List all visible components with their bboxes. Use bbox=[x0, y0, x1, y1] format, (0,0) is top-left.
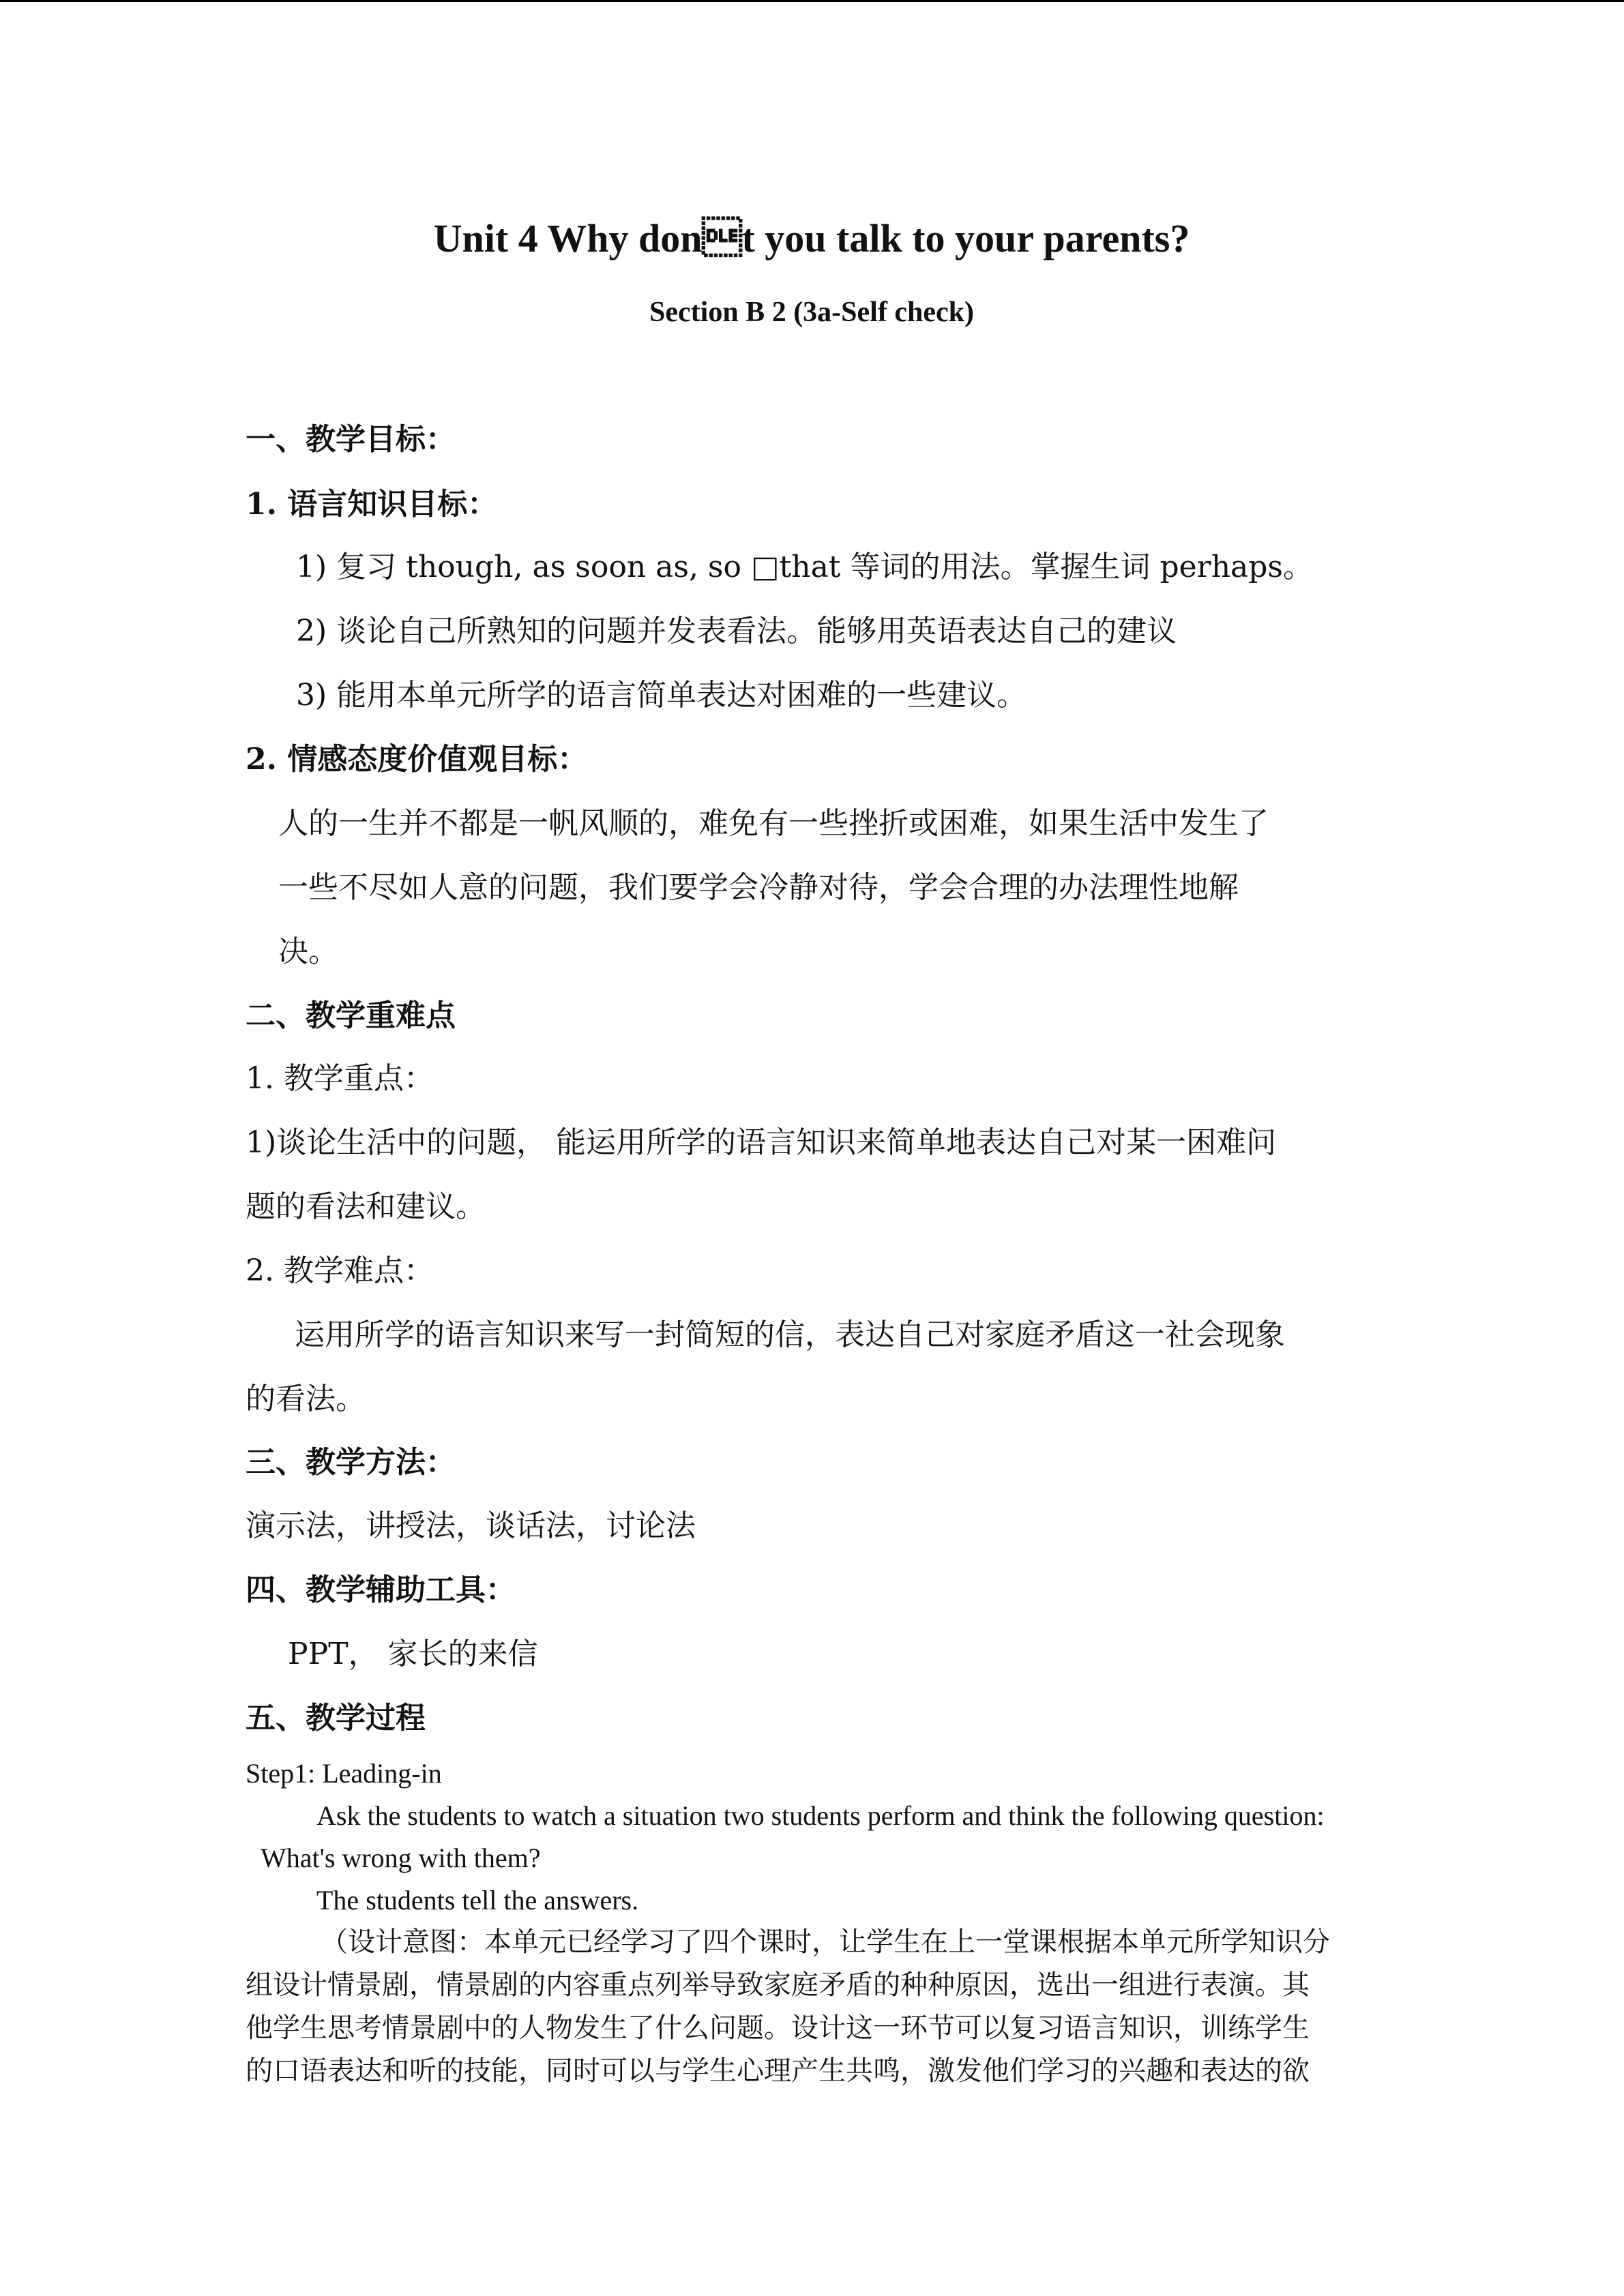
key-point-line: 题的看法和建议。 bbox=[246, 1189, 486, 1224]
step1-line: What's wrong with them? bbox=[261, 1843, 541, 1873]
values-paragraph-line: 人的一生并不都是一帆风顺的，难免有一些挫折或困难，如果生活中发生了 bbox=[278, 806, 1269, 841]
step1-line: The students tell the answers. bbox=[316, 1885, 639, 1915]
difficulty-line: 运用所学的语言知识来写一封简短的信，表达自己对家庭矛盾这一社会现象 bbox=[295, 1317, 1285, 1352]
key-point-line: 1)谈论生活中的问题， 能运用所学的语言知识来简单地表达自己对某一困难问 bbox=[246, 1125, 1277, 1160]
section-heading-methods: 三、教学方法： bbox=[246, 1445, 456, 1480]
values-paragraph-line: 一些不尽如人意的问题，我们要学会冷静对待，学会合理的办法理性地解 bbox=[278, 870, 1239, 905]
language-goal-item: 3) 能用本单元所学的语言简单表达对困难的一些建议。 bbox=[296, 678, 1027, 713]
top-border bbox=[0, 0, 1624, 2]
subheading-difficulty: 2. 教学难点： bbox=[246, 1253, 434, 1288]
language-goal-item: 1) 复习 though, as soon as, so □that 等词的用法。掌握生词 perhaps。 bbox=[296, 550, 1314, 584]
section-heading-process: 五、教学过程 bbox=[246, 1701, 426, 1735]
subheading-key-point: 1. 教学重点： bbox=[246, 1061, 434, 1096]
section-heading-key-points: 二、教学重难点 bbox=[246, 998, 456, 1033]
subheading-values-goals: 2. 情感态度价值观目标： bbox=[246, 742, 588, 777]
document-title: Unit 4 Why dont you talk to your parents? bbox=[433, 216, 1190, 260]
step1-heading: Step1: Leading-in bbox=[246, 1758, 442, 1789]
design-intent-line: 组设计情景剧，情景剧的内容重点列举导致家庭矛盾的种种原因，选出一组进行表演。其 bbox=[246, 1969, 1310, 2001]
document-subtitle: Section B 2 (3a-Self check) bbox=[649, 297, 974, 328]
design-intent-line: 他学生思考情景剧中的人物发生了什么问题。设计这一环节可以复习语言知识，训练学生 bbox=[246, 2012, 1310, 2044]
section-heading-aids: 四、教学辅助工具： bbox=[246, 1572, 516, 1607]
design-intent-line: 的口语表达和听的技能，同时可以与学生心理产生共鸣，激发他们学习的兴趣和表达的欲 bbox=[246, 2055, 1310, 2087]
step1-line: Ask the students to watch a situation two students perform and think the following question: bbox=[316, 1800, 1325, 1831]
difficulty-line: 的看法。 bbox=[246, 1382, 366, 1416]
design-intent-line: （设计意图：本单元已经学习了四个课时，让学生在上一堂课根据本单元所学知识分 bbox=[321, 1926, 1330, 1958]
values-paragraph-line: 决。 bbox=[278, 934, 338, 969]
language-goal-item: 2) 谈论自己所熟知的问题并发表看法。能够用英语表达自己的建议 bbox=[296, 614, 1177, 648]
methods-text: 演示法，讲授法，谈话法，讨论法 bbox=[246, 1508, 696, 1543]
aids-text: PPT， 家长的来信 bbox=[288, 1637, 538, 1671]
subheading-language-goals: 1. 语言知识目标： bbox=[246, 487, 498, 522]
section-heading-objectives: 一、教学目标： bbox=[246, 422, 456, 457]
